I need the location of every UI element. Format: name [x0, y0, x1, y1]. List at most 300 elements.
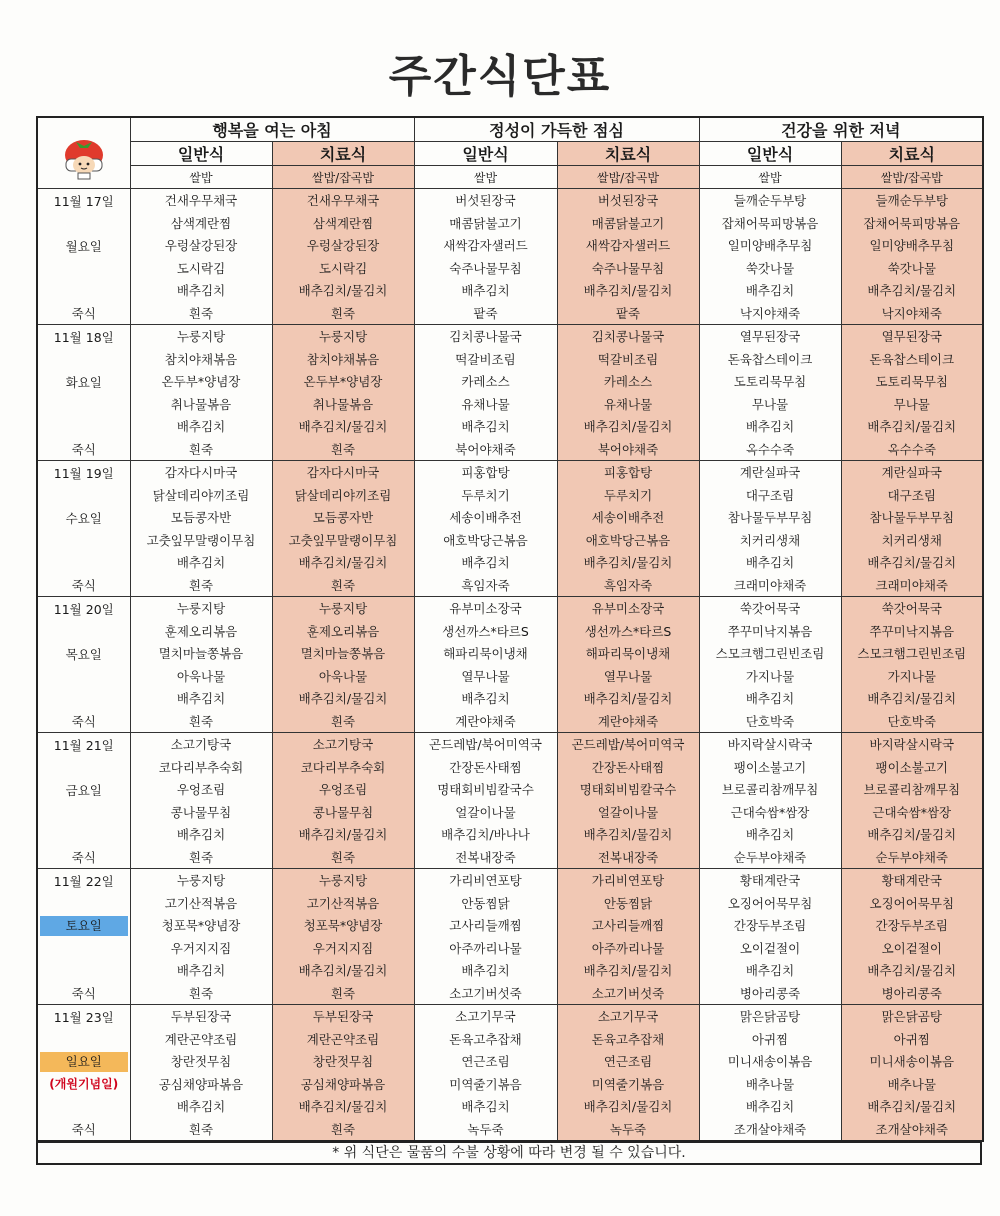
day-cell	[37, 189, 130, 325]
menu-item: 가지나물	[841, 664, 983, 686]
menu-item: 배추김치/물김치	[841, 687, 983, 709]
menu-item: 배추김치	[130, 1095, 272, 1117]
menu-item: 참치야채볶음	[272, 348, 414, 370]
menu-item: 옥수수죽	[699, 437, 841, 460]
day-cell	[37, 597, 130, 733]
menu-item: 미니새송이볶음	[699, 1050, 841, 1072]
menu-item: 닭살데리야끼조림	[272, 484, 414, 506]
menu-item: 팽이소불고기	[841, 756, 983, 778]
menu-item: 브로콜리참깨무침	[699, 778, 841, 800]
rice-cell: 쌀밥/잡곡밥	[557, 166, 699, 189]
menu-row	[37, 1095, 983, 1117]
menu-item: 청포묵*양념장	[130, 914, 272, 936]
menu-item: 돈육찹스테이크	[699, 348, 841, 370]
menu-row	[37, 256, 983, 278]
menu-item: 배추나물	[841, 1072, 983, 1094]
menu-item: 맑은닭곰탕	[699, 1005, 841, 1028]
menu-item: 두부된장국	[272, 1005, 414, 1028]
diet-type-header: 치료식	[841, 142, 983, 166]
menu-item: 온두부*양념장	[272, 370, 414, 392]
menu-item: 닭살데리야끼조림	[130, 484, 272, 506]
menu-item: 미니새송이볶음	[841, 1050, 983, 1072]
menu-item: 훈제오리볶음	[130, 620, 272, 642]
menu-item: 오징어어묵무침	[699, 892, 841, 914]
menu-item: 우엉조림	[272, 778, 414, 800]
menu-item: 들깨순두부탕	[699, 189, 841, 212]
porridge-label: 죽식	[71, 442, 96, 457]
menu-item: 가리비연포탕	[414, 869, 557, 892]
menu-item: 전복내장죽	[557, 845, 699, 868]
menu-item: 누룽지탕	[130, 325, 272, 348]
menu-item: 배추김치/물김치	[841, 551, 983, 573]
page-title: 주간식단표	[388, 51, 612, 102]
rice-cell: 쌀밥	[699, 166, 841, 189]
menu-row	[37, 823, 983, 845]
menu-item: 취나물볶음	[130, 392, 272, 414]
menu-item: 열무나물	[557, 664, 699, 686]
menu-item: 흑임자죽	[414, 573, 557, 596]
menu-item: 흰죽	[130, 1117, 272, 1141]
menu-item: 도토리묵무침	[699, 370, 841, 392]
menu-item: 아주까리나물	[414, 936, 557, 958]
date-label: 11월 22일	[53, 874, 114, 889]
menu-row	[37, 687, 983, 709]
menu-item: 콩나물무침	[272, 800, 414, 822]
weekday-label: 토요일	[40, 916, 128, 936]
weekday-label: 금요일	[65, 783, 102, 798]
menu-item: 오이겉절이	[841, 936, 983, 958]
day-cell	[37, 325, 130, 461]
menu-item: 돈육찹스테이크	[841, 348, 983, 370]
menu-item: 팽이소불고기	[699, 756, 841, 778]
menu-item: 우렁살강된장	[272, 234, 414, 256]
diet-type-header: 일반식	[699, 142, 841, 166]
menu-item: 생선까스*타르S	[414, 620, 557, 642]
menu-item: 고기산적볶음	[272, 892, 414, 914]
weekday-label: 목요일	[65, 647, 102, 662]
menu-item: 참나물두부무침	[841, 506, 983, 528]
menu-item: 코다리부추숙회	[130, 756, 272, 778]
menu-item: 고사리들깨찜	[414, 914, 557, 936]
menu-item: 단호박죽	[699, 709, 841, 732]
menu-row	[37, 959, 983, 981]
tomato-mascot-icon	[54, 135, 114, 181]
menu-item: 쭈꾸미낙지볶음	[841, 620, 983, 642]
menu-item: 배추김치	[699, 279, 841, 301]
menu-item: 애호박당근볶음	[557, 528, 699, 550]
menu-item: 근대숙쌈*쌈장	[699, 800, 841, 822]
menu-item: 배추김치	[699, 551, 841, 573]
menu-item: 오징어어묵무침	[841, 892, 983, 914]
menu-item: 쑥갓나물	[699, 256, 841, 278]
menu-row	[37, 914, 983, 936]
menu-item: 아주까리나물	[557, 936, 699, 958]
menu-item: 곤드레밥/북어미역국	[557, 733, 699, 756]
menu-row	[37, 279, 983, 301]
menu-item: 배추김치	[414, 415, 557, 437]
menu-row	[37, 415, 983, 437]
menu-item: 크래미야채죽	[841, 573, 983, 596]
menu-item: 애호박당근볶음	[414, 528, 557, 550]
menu-item: 해파리묵이냉채	[414, 642, 557, 664]
menu-item: 고춧잎무말랭이무침	[130, 528, 272, 550]
menu-item: 유부미소장국	[414, 597, 557, 620]
menu-item: 스모크햄그린빈조림	[699, 642, 841, 664]
menu-item: 오이겉절이	[699, 936, 841, 958]
menu-row	[37, 892, 983, 914]
menu-item: 참치야채볶음	[130, 348, 272, 370]
menu-item: 흰죽	[272, 845, 414, 868]
menu-item: 배추김치/물김치	[557, 415, 699, 437]
menu-item: 바지락살시락국	[699, 733, 841, 756]
diet-type-header: 치료식	[272, 142, 414, 166]
menu-item: 누룽지탕	[130, 869, 272, 892]
menu-item: 치커리생채	[841, 528, 983, 550]
menu-item: 건새우무채국	[272, 189, 414, 212]
menu-item: 녹두죽	[414, 1117, 557, 1141]
menu-item: 떡갈비조림	[557, 348, 699, 370]
menu-item: 배추김치	[699, 959, 841, 981]
menu-item: 팥죽	[414, 301, 557, 324]
menu-item: 아욱나물	[130, 664, 272, 686]
menu-item: 간장두부조림	[699, 914, 841, 936]
menu-item: 도시락김	[130, 256, 272, 278]
menu-item: 쑥갓나물	[841, 256, 983, 278]
porridge-label: 죽식	[71, 578, 96, 593]
menu-item: 창란젓무침	[272, 1050, 414, 1072]
menu-item: 배추나물	[699, 1072, 841, 1094]
menu-row	[37, 597, 983, 620]
menu-item: 치커리생채	[699, 528, 841, 550]
menu-item: 배추김치	[414, 279, 557, 301]
menu-item: 아귀찜	[699, 1028, 841, 1050]
menu-item: 계란곤약조림	[272, 1028, 414, 1050]
menu-item: 배추김치	[699, 687, 841, 709]
menu-item: 두루치기	[414, 484, 557, 506]
day-cell	[37, 1005, 130, 1142]
menu-row	[37, 301, 983, 324]
menu-item: 우렁살강된장	[130, 234, 272, 256]
menu-row	[37, 800, 983, 822]
menu-row	[37, 461, 983, 484]
menu-item: 배추김치/물김치	[841, 959, 983, 981]
menu-item: 열무된장국	[699, 325, 841, 348]
menu-row	[37, 733, 983, 756]
menu-item: 배추김치/물김치	[557, 1095, 699, 1117]
menu-item: 황태계란국	[841, 869, 983, 892]
menu-item: 배추김치	[414, 959, 557, 981]
menu-item: 배추김치/물김치	[272, 959, 414, 981]
menu-row	[37, 325, 983, 348]
menu-row	[37, 845, 983, 868]
menu-item: 참나물두부무침	[699, 506, 841, 528]
menu-item: 대구조림	[841, 484, 983, 506]
menu-item: 해파리묵이냉채	[557, 642, 699, 664]
menu-item: 훈제오리볶음	[272, 620, 414, 642]
menu-row	[37, 1005, 983, 1028]
weekday-label: 일요일	[40, 1052, 128, 1072]
menu-item: 근대숙쌈*쌈장	[841, 800, 983, 822]
menu-item: 계란야채죽	[557, 709, 699, 732]
menu-item: 배추김치/물김치	[557, 551, 699, 573]
menu-item: 간장돈사태찜	[557, 756, 699, 778]
menu-item: 계란실파국	[699, 461, 841, 484]
menu-item: 세송이배추전	[414, 506, 557, 528]
menu-item: 모듬콩자반	[272, 506, 414, 528]
menu-item: 가리비연포탕	[557, 869, 699, 892]
menu-row	[37, 234, 983, 256]
menu-item: 고춧잎무말랭이무침	[272, 528, 414, 550]
menu-item: 녹두죽	[557, 1117, 699, 1141]
menu-row	[37, 1050, 983, 1072]
menu-item: 북어야채죽	[557, 437, 699, 460]
menu-item: 쭈꾸미낙지볶음	[699, 620, 841, 642]
menu-row	[37, 936, 983, 958]
menu-item: 버섯된장국	[414, 189, 557, 212]
porridge-label: 죽식	[71, 1122, 96, 1137]
menu-item: 배추김치/물김치	[272, 279, 414, 301]
menu-item: 쑥갓어묵국	[699, 597, 841, 620]
date-label: 11월 17일	[53, 194, 114, 209]
menu-item: 우엉조림	[130, 778, 272, 800]
menu-item: 삼색계란찜	[130, 212, 272, 234]
menu-item: 코다리부추숙회	[272, 756, 414, 778]
date-label: 11월 21일	[53, 738, 114, 753]
meal-header-dinner: 건강을 위한 저녁	[699, 117, 983, 142]
menu-item: 명태회비빔칼국수	[557, 778, 699, 800]
menu-item: 삼색계란찜	[272, 212, 414, 234]
menu-item: 흰죽	[272, 573, 414, 596]
menu-item: 옥수수죽	[841, 437, 983, 460]
menu-item: 병아리콩죽	[699, 981, 841, 1004]
menu-item: 열무된장국	[841, 325, 983, 348]
menu-item: 낙지야채죽	[699, 301, 841, 324]
rice-cell: 쌀밥/잡곡밥	[272, 166, 414, 189]
menu-item: 들깨순두부탕	[841, 189, 983, 212]
menu-row	[37, 642, 983, 664]
menu-item: 일미양배추무침	[841, 234, 983, 256]
menu-item: 소고기무국	[414, 1005, 557, 1028]
menu-row	[37, 981, 983, 1004]
diet-type-header: 일반식	[414, 142, 557, 166]
date-label: 11월 18일	[53, 330, 114, 345]
day-cell	[37, 733, 130, 869]
menu-item: 배추김치/물김치	[557, 687, 699, 709]
date-label: 11월 23일	[53, 1010, 114, 1025]
menu-row	[37, 1117, 983, 1141]
menu-row	[37, 437, 983, 460]
menu-row	[37, 484, 983, 506]
diet-type-header: 치료식	[557, 142, 699, 166]
menu-item: 배추김치/물김치	[272, 415, 414, 437]
menu-item: 누룽지탕	[272, 597, 414, 620]
menu-item: 연근조림	[414, 1050, 557, 1072]
menu-item: 두루치기	[557, 484, 699, 506]
menu-row	[37, 664, 983, 686]
menu-item: 소고기탕국	[130, 733, 272, 756]
menu-item: 매콤닭불고기	[557, 212, 699, 234]
menu-row	[37, 573, 983, 596]
rice-cell: 쌀밥/잡곡밥	[841, 166, 983, 189]
day-cell	[37, 869, 130, 1005]
menu-row	[37, 189, 983, 212]
menu-item: 유부미소장국	[557, 597, 699, 620]
menu-item: 연근조림	[557, 1050, 699, 1072]
menu-item: 배추김치/물김치	[272, 1095, 414, 1117]
menu-item: 흰죽	[130, 301, 272, 324]
menu-item: 병아리콩죽	[841, 981, 983, 1004]
menu-item: 매콤닭불고기	[414, 212, 557, 234]
menu-item: 우거지지짐	[272, 936, 414, 958]
menu-item: 쑥갓어묵국	[841, 597, 983, 620]
date-label: 11월 19일	[53, 466, 114, 481]
porridge-label: 죽식	[71, 306, 96, 321]
menu-item: 간장돈사태찜	[414, 756, 557, 778]
menu-item: 미역줄기볶음	[414, 1072, 557, 1094]
menu-item: 흰죽	[272, 301, 414, 324]
menu-row	[37, 778, 983, 800]
menu-item: 계란곤약조림	[130, 1028, 272, 1050]
menu-item: 배추김치/물김치	[272, 687, 414, 709]
menu-item: 흰죽	[130, 437, 272, 460]
menu-item: 유채나물	[414, 392, 557, 414]
porridge-label: 죽식	[71, 986, 96, 1001]
menu-item: 떡갈비조림	[414, 348, 557, 370]
menu-item: 콩나물무침	[130, 800, 272, 822]
menu-item: 흰죽	[130, 573, 272, 596]
menu-item: 카레소스	[557, 370, 699, 392]
menu-item: 배추김치	[130, 415, 272, 437]
menu-row	[37, 528, 983, 550]
menu-item: 단호박죽	[841, 709, 983, 732]
menu-item: 안동찜닭	[414, 892, 557, 914]
menu-item: 돈육고추잡채	[557, 1028, 699, 1050]
menu-item: 무나물	[699, 392, 841, 414]
menu-item: 흰죽	[272, 981, 414, 1004]
menu-item: 배추김치/물김치	[272, 823, 414, 845]
menu-item: 흰죽	[130, 709, 272, 732]
meal-header-lunch: 정성이 가득한 점심	[414, 117, 699, 142]
menu-item: 청포묵*양념장	[272, 914, 414, 936]
menu-item: 간장두부조림	[841, 914, 983, 936]
menu-row	[37, 1072, 983, 1094]
menu-item: 조개살야채죽	[699, 1117, 841, 1141]
menu-item: 배추김치	[414, 1095, 557, 1117]
menu-item: 두부된장국	[130, 1005, 272, 1028]
menu-row	[37, 212, 983, 234]
menu-item: 배추김치	[130, 687, 272, 709]
day-cell	[37, 461, 130, 597]
menu-item: 온두부*양념장	[130, 370, 272, 392]
menu-item: 팥죽	[557, 301, 699, 324]
menu-item: 배추김치	[130, 959, 272, 981]
menu-item: 배추김치	[130, 823, 272, 845]
menu-item: 곤드레밥/북어미역국	[414, 733, 557, 756]
menu-item: 계란야채죽	[414, 709, 557, 732]
menu-item: 우거지지짐	[130, 936, 272, 958]
menu-item: 배추김치/물김치	[841, 1095, 983, 1117]
porridge-label: 죽식	[71, 850, 96, 865]
menu-item: 소고기무국	[557, 1005, 699, 1028]
menu-item: 소고기버섯죽	[414, 981, 557, 1004]
menu-item: 누룽지탕	[272, 869, 414, 892]
mascot-cell	[37, 117, 130, 189]
menu-item: 흰죽	[272, 437, 414, 460]
menu-item: 흑임자죽	[557, 573, 699, 596]
menu-item: 스모크햄그린빈조림	[841, 642, 983, 664]
menu-table	[36, 116, 984, 1142]
menu-item: 아욱나물	[272, 664, 414, 686]
menu-item: 도토리묵무침	[841, 370, 983, 392]
menu-item: 안동찜닭	[557, 892, 699, 914]
menu-item: 공심채양파볶음	[130, 1072, 272, 1094]
menu-item: 흰죽	[272, 709, 414, 732]
menu-item: 미역줄기볶음	[557, 1072, 699, 1094]
menu-item: 명태회비빔칼국수	[414, 778, 557, 800]
menu-row	[37, 869, 983, 892]
menu-item: 배추김치	[130, 279, 272, 301]
rice-cell: 쌀밥	[130, 166, 272, 189]
menu-item: 배추김치/바나나	[414, 823, 557, 845]
menu-row	[37, 506, 983, 528]
menu-item: 배추김치/물김치	[841, 279, 983, 301]
menu-item: 순두부야채죽	[699, 845, 841, 868]
menu-item: 잡채어묵피망볶음	[841, 212, 983, 234]
meal-header-breakfast: 행복을 여는 아침	[130, 117, 414, 142]
menu-item: 크래미야채죽	[699, 573, 841, 596]
menu-item: 계란실파국	[841, 461, 983, 484]
menu-item: 피홍합탕	[414, 461, 557, 484]
menu-row	[37, 370, 983, 392]
menu-item: 멸치마늘쫑볶음	[272, 642, 414, 664]
menu-item: 취나물볶음	[272, 392, 414, 414]
menu-item: 배추김치	[130, 551, 272, 573]
menu-item: 누룽지탕	[272, 325, 414, 348]
menu-item: 대구조림	[699, 484, 841, 506]
menu-item: 감자다시마국	[130, 461, 272, 484]
menu-item: 세송이배추전	[557, 506, 699, 528]
menu-item: 새싹감자샐러드	[414, 234, 557, 256]
menu-item: 배추김치/물김치	[841, 415, 983, 437]
menu-item: 배추김치/물김치	[557, 823, 699, 845]
menu-item: 피홍합탕	[557, 461, 699, 484]
menu-item: 도시락김	[272, 256, 414, 278]
menu-item: 김치콩나물국	[414, 325, 557, 348]
menu-item: 북어야채죽	[414, 437, 557, 460]
menu-item: 흰죽	[272, 1117, 414, 1141]
menu-row	[37, 709, 983, 732]
menu-row	[37, 756, 983, 778]
menu-item: 무나물	[841, 392, 983, 414]
menu-item: 건새우무채국	[130, 189, 272, 212]
menu-item: 흰죽	[130, 845, 272, 868]
menu-item: 배추김치	[414, 551, 557, 573]
menu-item: 흰죽	[130, 981, 272, 1004]
menu-item: 생선까스*타르S	[557, 620, 699, 642]
menu-row	[37, 620, 983, 642]
menu-item: 창란젓무침	[130, 1050, 272, 1072]
menu-row	[37, 1028, 983, 1050]
menu-item: 배추김치	[414, 687, 557, 709]
menu-item: 황태계란국	[699, 869, 841, 892]
menu-item: 고사리들깨찜	[557, 914, 699, 936]
porridge-label: 죽식	[71, 714, 96, 729]
menu-item: 고기산적볶음	[130, 892, 272, 914]
menu-item: 잡채어묵피망볶음	[699, 212, 841, 234]
menu-item: 순두부야채죽	[841, 845, 983, 868]
menu-item: 바지락살시락국	[841, 733, 983, 756]
menu-item: 새싹감자샐러드	[557, 234, 699, 256]
